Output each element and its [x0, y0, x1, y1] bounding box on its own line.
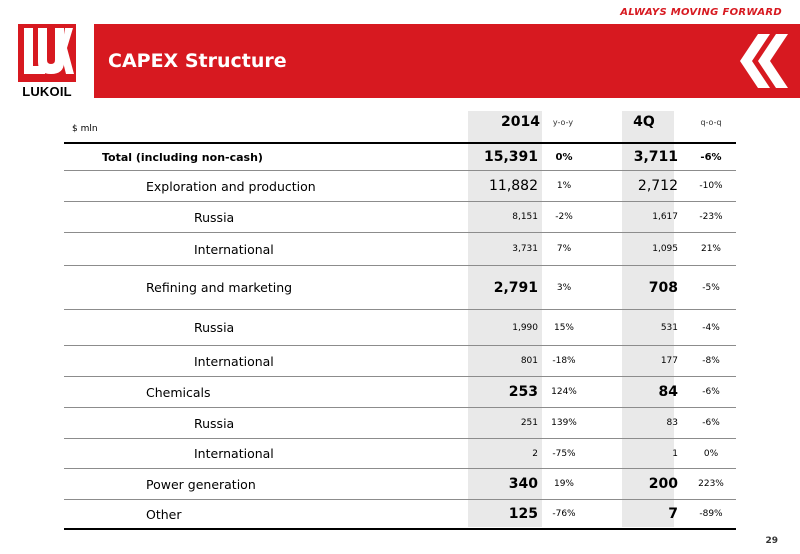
header-qoq: q-o-q — [700, 118, 722, 127]
value-2014: 1,990 — [512, 322, 538, 333]
value-4q: 1,095 — [652, 244, 678, 254]
value-yoy: -2% — [555, 212, 573, 222]
page-title: CAPEX Structure — [108, 50, 287, 72]
value-yoy: 1% — [556, 181, 572, 191]
table-row — [64, 439, 736, 469]
value-qoq: -89% — [699, 509, 723, 519]
row-label: International — [194, 241, 274, 257]
value-2014: 8,151 — [512, 212, 538, 222]
value-yoy: 3% — [556, 282, 572, 293]
row-label: Other — [146, 506, 182, 522]
value-2014: 3,731 — [512, 244, 538, 254]
value-qoq: -6% — [702, 418, 720, 428]
value-4q: 2,712 — [637, 178, 678, 194]
value-qoq: -23% — [699, 212, 723, 222]
table-row — [64, 142, 736, 171]
value-2014: 125 — [508, 506, 538, 522]
value-yoy: 0% — [555, 151, 573, 163]
row-label: Exploration and production — [146, 178, 316, 194]
unit-label: $ mln — [72, 124, 98, 134]
value-qoq: -6% — [700, 151, 722, 163]
value-yoy: 15% — [553, 322, 574, 333]
chevron-double-left-icon — [736, 30, 792, 92]
table-row — [64, 266, 736, 310]
value-2014: 2 — [532, 448, 538, 459]
value-4q: 3,711 — [633, 149, 678, 165]
value-yoy: -75% — [552, 448, 576, 459]
value-4q: 7 — [668, 506, 678, 522]
tagline: ALWAYS MOVING FORWARD — [620, 7, 782, 18]
row-label: International — [194, 353, 274, 369]
table-row — [64, 377, 736, 408]
table-row — [64, 202, 736, 233]
value-qoq: -6% — [702, 387, 720, 397]
row-label: Refining and marketing — [146, 280, 293, 295]
value-2014: 251 — [520, 418, 538, 428]
title-banner — [94, 24, 800, 98]
value-yoy: 19% — [553, 479, 574, 489]
value-qoq: 21% — [700, 244, 721, 254]
row-label: Total (including non-cash) — [102, 150, 263, 164]
value-qoq: -5% — [702, 282, 720, 293]
header-yoy: y-o-y — [552, 118, 574, 127]
lukoil-logo — [12, 22, 82, 102]
value-2014: 15,391 — [483, 149, 538, 165]
value-4q: 1,617 — [652, 212, 678, 222]
value-4q: 200 — [648, 476, 678, 492]
row-label: Russia — [194, 415, 235, 431]
value-2014: 340 — [508, 476, 538, 492]
value-2014: 801 — [520, 356, 538, 366]
lukoil-logo-icon — [18, 24, 76, 82]
table-row — [64, 500, 736, 530]
table-row — [64, 346, 736, 377]
page-number: 29 — [765, 536, 778, 546]
header-2014: 2014 — [501, 114, 540, 130]
table-row — [64, 469, 736, 500]
value-2014: 11,882 — [489, 178, 538, 194]
value-4q: 177 — [660, 356, 678, 366]
value-4q: 708 — [648, 279, 678, 296]
logo-text: LUKOIL — [22, 84, 72, 99]
value-2014: 253 — [508, 384, 538, 400]
value-yoy: -76% — [552, 509, 576, 519]
table-row — [64, 171, 736, 202]
value-yoy: 124% — [551, 387, 577, 397]
value-qoq: -8% — [702, 356, 720, 366]
value-yoy: 7% — [556, 244, 572, 254]
capex-table — [64, 142, 736, 530]
value-4q: 531 — [660, 322, 678, 333]
table-row — [64, 233, 736, 266]
table-row — [64, 310, 736, 346]
value-qoq: -4% — [702, 322, 720, 333]
row-label: International — [194, 446, 274, 461]
value-4q: 84 — [658, 384, 678, 400]
value-qoq: 223% — [698, 479, 724, 489]
value-2014: 2,791 — [493, 279, 538, 296]
header-4q: 4Q — [633, 114, 655, 130]
value-4q: 1 — [672, 448, 678, 459]
row-label: Russia — [194, 320, 235, 335]
row-label: Power generation — [146, 476, 256, 492]
value-qoq: 0% — [703, 448, 719, 459]
value-4q: 83 — [666, 418, 678, 428]
value-yoy: 139% — [551, 418, 577, 428]
row-label: Russia — [194, 209, 235, 225]
row-label: Chemicals — [146, 384, 211, 400]
value-yoy: -18% — [552, 356, 576, 366]
table-row — [64, 408, 736, 439]
value-qoq: -10% — [699, 181, 723, 191]
